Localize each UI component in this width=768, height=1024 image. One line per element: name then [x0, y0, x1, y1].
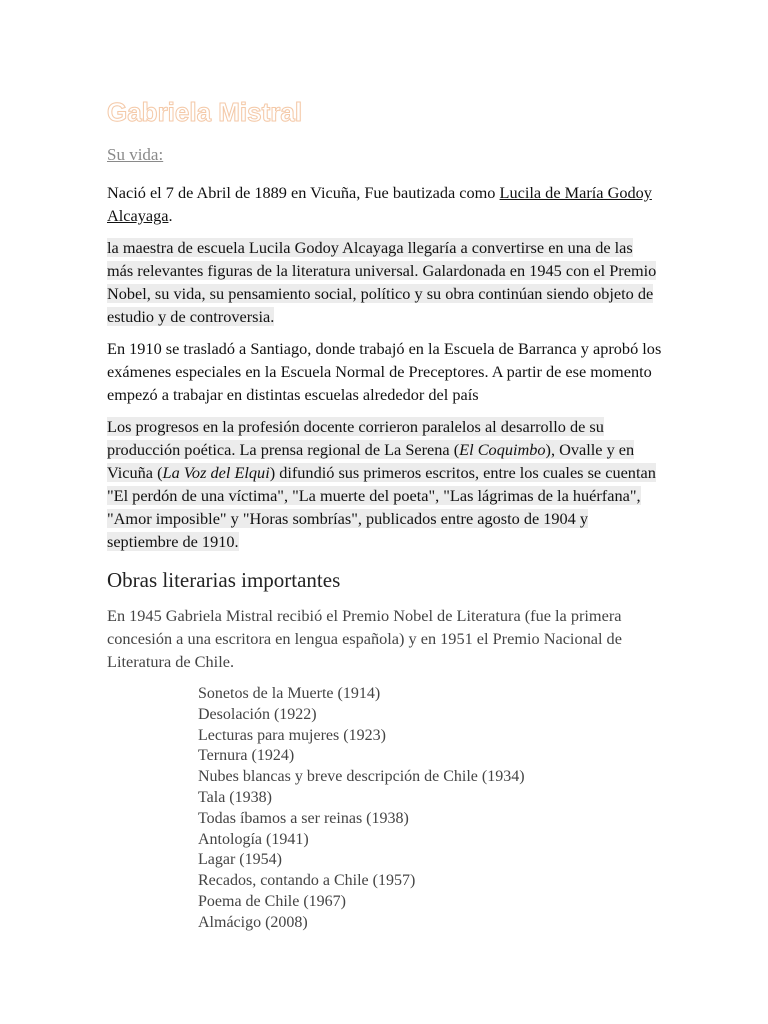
- list-item: Todas íbamos a ser reinas (1938): [198, 809, 409, 827]
- list-item: Antología (1941): [198, 830, 309, 848]
- poetry-text-3: ) difundió sus primeros escritos, entre los cuales se cuentan "El perdón de una víctima", "La muerte del poeta", "Las lágrimas de la huérfana", "Amor imposible" y "Horas sombrías", publicados entre agosto de 1904 y septiembre de 1910.: [107, 463, 656, 551]
- section-heading-obras: Obras literarias importantes: [107, 568, 341, 592]
- birth-name-underlined: Lucila de María Godoy Alcayaga: [107, 183, 652, 225]
- list-item: Poema de Chile (1967): [198, 892, 346, 910]
- newspaper-la-voz-del-elqui: La Voz del Elqui: [162, 463, 270, 482]
- poetry-text-2: ), Ovalle y en Vicuña (: [107, 440, 635, 482]
- list-item: Nubes blancas y breve descripción de Chile (1934): [198, 768, 525, 786]
- newspaper-el-coquimbo: El Coquimbo: [459, 440, 546, 459]
- birth-paragraph: [107, 181, 662, 227]
- biography-text: la maestra de escuela Lucila Godoy Alcayaga llegaría a convertirse en una de las más relevantes figuras de la literatura universal. Galardonada en 1945 con el Premio Nobel, su vida, su pensamiento social, político y su obra continúan siendo objeto de estudio y de controversia.: [107, 238, 657, 326]
- section-subtitle-su-vida: Su vida:: [107, 145, 164, 164]
- document-title: Gabriela Mistral: [107, 97, 303, 127]
- birth-text-end: .: [168, 206, 173, 225]
- poetry-paragraph: [107, 415, 662, 553]
- poetry-text-1: Los progresos en la profesión docente corrieron paralelos al desarrollo de su producción poética. La prensa regional de La Serena (: [107, 417, 604, 459]
- biography-paragraph: [107, 236, 662, 328]
- birth-text: Nació el 7 de Abril de 1889 en Vicuña, Fue bautizada como: [107, 183, 500, 202]
- santiago-paragraph: En 1910 se trasladó a Santiago, donde trabajó en la Escuela de Barranca y aprobó los exámenes especiales en la Escuela Normal de Preceptores. A partir de ese momento empezó a trabajar en distintas escuelas alrededor del país: [107, 339, 662, 404]
- list-item: Sonetos de la Muerte (1914): [198, 685, 381, 702]
- list-item: Ternura (1924): [198, 747, 295, 765]
- list-item: Almácigo (2008): [198, 913, 308, 931]
- works-list: [198, 684, 662, 934]
- list-item: Tala (1938): [198, 788, 272, 806]
- list-item: Recados, contando a Chile (1957): [198, 872, 416, 890]
- list-item: Lecturas para mujeres (1923): [198, 726, 386, 744]
- list-item: Lagar (1954): [198, 851, 282, 869]
- document-content: [107, 92, 662, 934]
- nobel-paragraph: En 1945 Gabriela Mistral recibió el Premio Nobel de Literatura (fue la primera concesión a una escritora en lengua española) y en 1951 el Premio Nacional de Literatura de Chile.: [107, 606, 622, 671]
- list-item: Desolación (1922): [198, 705, 317, 723]
